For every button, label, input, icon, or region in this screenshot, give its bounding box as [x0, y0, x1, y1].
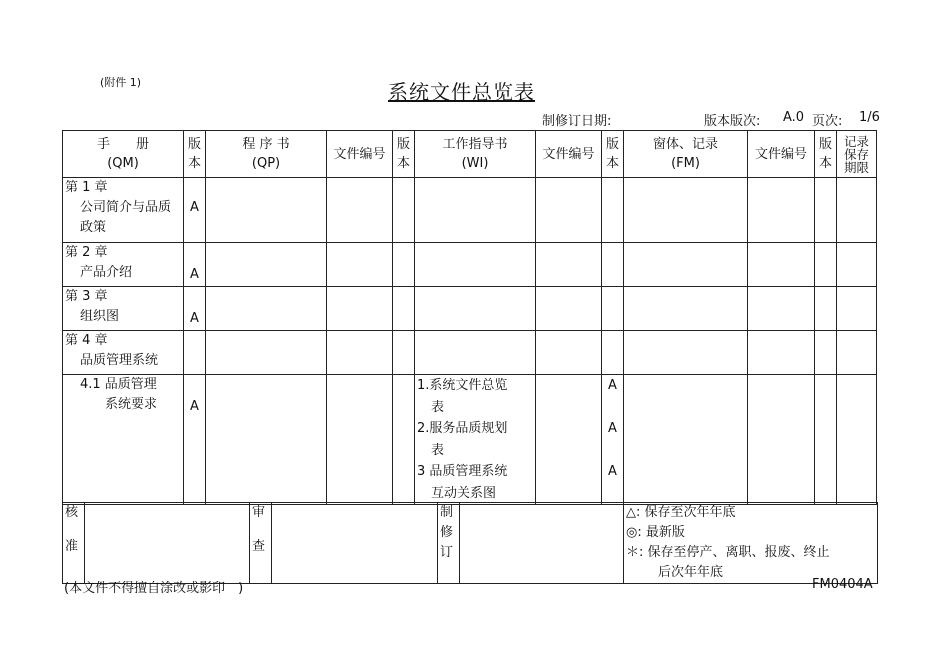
footer-note: (本文件不得擅自涂改或影印 ) — [64, 581, 244, 596]
version-label: 版本版次: — [704, 114, 761, 129]
version-header: 版本 — [184, 131, 206, 178]
qm-version-cell: A — [184, 243, 206, 287]
qm-version-cell — [184, 331, 206, 375]
version-header: 版本 — [815, 131, 837, 178]
version-header: 版本 — [602, 131, 624, 178]
retention-header: 记录保存期限 — [837, 131, 877, 178]
qm-version-cell: A — [184, 178, 206, 243]
doc-number-header: 文件编号 — [748, 131, 815, 178]
approve-field[interactable] — [85, 503, 250, 584]
wi-header: 工作指导书 (WI) — [415, 131, 536, 178]
qm-cell: 第 3 章 组织图 — [63, 287, 184, 331]
page-title: 系统文件总览表 — [388, 80, 535, 104]
table-row — [63, 178, 877, 243]
file-overview-table — [62, 130, 877, 505]
doc-number-header: 文件编号 — [536, 131, 602, 178]
make-label: 制 修 订 — [438, 503, 460, 584]
page-label: 页次: — [812, 114, 843, 129]
qm-cell: 第 4 章 品质管理系统 — [63, 331, 184, 375]
form-number: FM0404A — [812, 577, 873, 592]
fm-header: 窗体、记录 (FM) — [624, 131, 748, 178]
table-row — [63, 243, 877, 287]
wi-version-cell: A A A — [602, 375, 624, 505]
review-label: 审 查 — [250, 503, 272, 584]
qm-version-cell: A — [184, 287, 206, 331]
revision-date-label: 制修订日期: — [542, 114, 612, 129]
page-value: 1/6 — [859, 110, 880, 125]
table-row — [63, 375, 877, 505]
qm-cell: 4.1 品质管理 系统要求 — [63, 375, 184, 505]
attachment-label: (附件 1) — [100, 76, 142, 89]
version-header: 版本 — [393, 131, 415, 178]
qm-version-cell: A — [184, 375, 206, 505]
qm-header: 手 册 (QM) — [63, 131, 184, 178]
make-field[interactable] — [460, 503, 624, 584]
retention-legend: △: 保存至次年年底 ◎: 最新版 ＊: 保存至停产、离职、报废、终止 后次年年底 — [624, 503, 878, 584]
wi-cell: 1.系统文件总览 表 2.服务品质规划 表 3 品质管理系统 互动关系图 — [415, 375, 536, 505]
signoff-table — [62, 502, 878, 584]
table-row — [63, 287, 877, 331]
qm-cell: 第 1 章 公司简介与品质政策 — [63, 178, 184, 243]
qm-cell: 第 2 章 产品介绍 — [63, 243, 184, 287]
review-field[interactable] — [272, 503, 438, 584]
header-row — [63, 131, 877, 178]
qp-header: 程 序 书 (QP) — [206, 131, 327, 178]
approve-label: 核 准 — [63, 503, 85, 584]
version-value: A.0 — [783, 110, 805, 125]
doc-number-header: 文件编号 — [327, 131, 393, 178]
table-row — [63, 331, 877, 375]
